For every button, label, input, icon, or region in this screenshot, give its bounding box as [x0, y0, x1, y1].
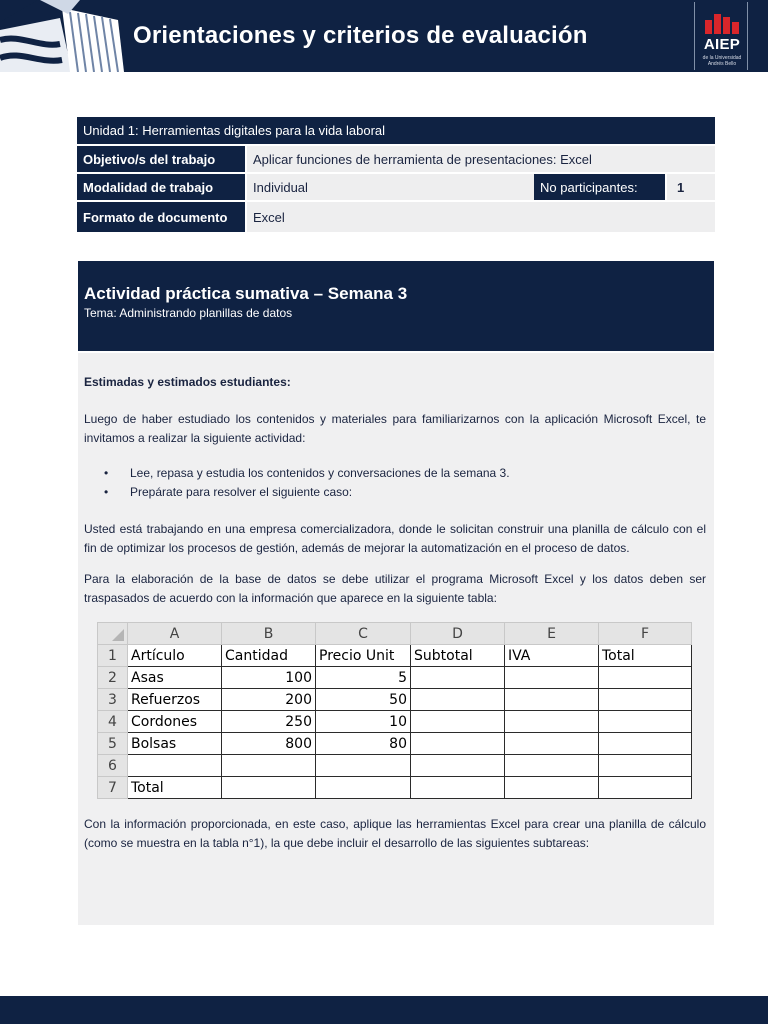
header-cell: Cantidad	[222, 645, 316, 667]
empty-cell	[505, 689, 599, 711]
empty-cell	[505, 733, 599, 755]
row-number: 7	[98, 777, 128, 799]
greeting: Estimadas y estimados estudiantes:	[84, 375, 291, 389]
database-paragraph: Para la elaboración de la base de datos se debe utilizar el programa Microsoft Excel y los datos deben ser traspasados de acuerdo con la información que aparece en la siguiente tabla:	[84, 572, 706, 605]
total-label-cell: Total	[128, 777, 222, 799]
header-cell: Precio Unit	[316, 645, 411, 667]
table-row	[98, 733, 692, 755]
empty-cell	[411, 777, 505, 799]
price-cell: 50	[316, 689, 411, 711]
intro-paragraph: Luego de haber estudiado los contenidos y materiales para familiarizarnos con la aplicación Microsoft Excel, te invitamos a realizar la siguiente actividad:	[84, 412, 706, 445]
empty-cell	[411, 667, 505, 689]
column-letter: C	[316, 623, 411, 645]
row-number: 5	[98, 733, 128, 755]
format-value: Excel	[247, 202, 715, 232]
instruction-list	[104, 464, 510, 502]
row-number: 4	[98, 711, 128, 733]
row-number: 1	[98, 645, 128, 667]
aiep-logo	[694, 2, 748, 70]
item-cell: Asas	[128, 667, 222, 689]
table-row	[98, 711, 692, 733]
table-row	[98, 667, 692, 689]
participants-value: 1	[667, 174, 715, 200]
header-cell: Total	[599, 645, 692, 667]
empty-cell	[599, 711, 692, 733]
empty-cell	[599, 777, 692, 799]
row-number: 3	[98, 689, 128, 711]
header-cell: Artículo	[128, 645, 222, 667]
column-letter: F	[599, 623, 692, 645]
empty-cell	[222, 755, 316, 777]
list-item: • Lee, repasa y estudia los contenidos y conversaciones de la semana 3.	[104, 464, 510, 483]
empty-cell	[316, 755, 411, 777]
course-info-table	[77, 117, 715, 232]
page-title: Orientaciones y criterios de evaluación	[133, 22, 588, 49]
empty-cell	[505, 711, 599, 733]
price-cell: 80	[316, 733, 411, 755]
objective-value: Aplicar funciones de herramienta de presentaciones: Excel	[247, 146, 715, 172]
logo-subtext: Andrés Bello	[707, 61, 737, 67]
empty-cell	[599, 667, 692, 689]
header-cell: IVA	[505, 645, 599, 667]
empty-cell	[505, 667, 599, 689]
modality-label: Modalidad de trabajo	[77, 174, 245, 200]
logo-text: AIEP	[703, 36, 741, 53]
objective-row	[77, 146, 715, 172]
table-row	[98, 689, 692, 711]
empty-cell	[316, 777, 411, 799]
empty-cell	[222, 777, 316, 799]
logo-bars-icon	[703, 10, 741, 34]
quantity-cell: 200	[222, 689, 316, 711]
price-cell: 10	[316, 711, 411, 733]
activity-title: Actividad práctica sumativa – Semana 3	[84, 284, 408, 303]
empty-cell	[505, 755, 599, 777]
closing-paragraph: Con la información proporcionada, en este caso, aplique las herramientas Excel para crear una planilla de cálculo (como se muestra en la tabla n°1), la que debe incluir el desarrollo de las siguientes subtareas:	[84, 817, 706, 850]
column-header-row	[98, 623, 692, 645]
decorative-pages-graphic	[0, 0, 130, 72]
select-all-corner	[98, 623, 128, 645]
empty-cell	[411, 733, 505, 755]
modality-value: Individual	[247, 174, 534, 200]
list-item: • Prepárate para resolver el siguiente caso:	[104, 483, 510, 502]
column-letter: B	[222, 623, 316, 645]
row-number: 6	[98, 755, 128, 777]
item-cell: Cordones	[128, 711, 222, 733]
empty-cell	[599, 689, 692, 711]
unit-title: Unidad 1: Herramientas digitales para la vida laboral	[77, 117, 715, 144]
activity-header	[78, 261, 714, 351]
quantity-cell: 250	[222, 711, 316, 733]
quantity-cell: 800	[222, 733, 316, 755]
modality-row	[77, 174, 715, 200]
empty-cell	[599, 755, 692, 777]
price-cell: 5	[316, 667, 411, 689]
item-cell: Bolsas	[128, 733, 222, 755]
spreadsheet-table	[97, 622, 692, 799]
participants-label: No participantes:	[534, 174, 665, 200]
item-cell: Refuerzos	[128, 689, 222, 711]
empty-cell	[411, 755, 505, 777]
column-letter: E	[505, 623, 599, 645]
footer-bar	[0, 996, 768, 1024]
page-header	[0, 0, 768, 72]
row-number: 2	[98, 667, 128, 689]
table-row	[98, 755, 692, 777]
empty-cell	[411, 689, 505, 711]
activity-subtitle: Tema: Administrando planillas de datos	[84, 306, 293, 320]
empty-cell	[599, 733, 692, 755]
empty-cell	[505, 777, 599, 799]
case-paragraph: Usted está trabajando en una empresa comercializadora, donde le solicitan construir una planilla de cálculo con el fin de optimizar los procesos de gestión, además de mejorar la automatización en el proceso de datos.	[84, 522, 706, 555]
format-label: Formato de documento	[77, 202, 245, 232]
format-row	[77, 202, 715, 232]
empty-cell	[411, 711, 505, 733]
table-row	[98, 777, 692, 799]
logo-subtext: de la Universidad	[702, 55, 742, 61]
header-cell: Subtotal	[411, 645, 505, 667]
column-letter: D	[411, 623, 505, 645]
objective-label: Objetivo/s del trabajo	[77, 146, 245, 172]
empty-cell	[128, 755, 222, 777]
column-letter: A	[128, 623, 222, 645]
table-row	[98, 645, 692, 667]
quantity-cell: 100	[222, 667, 316, 689]
